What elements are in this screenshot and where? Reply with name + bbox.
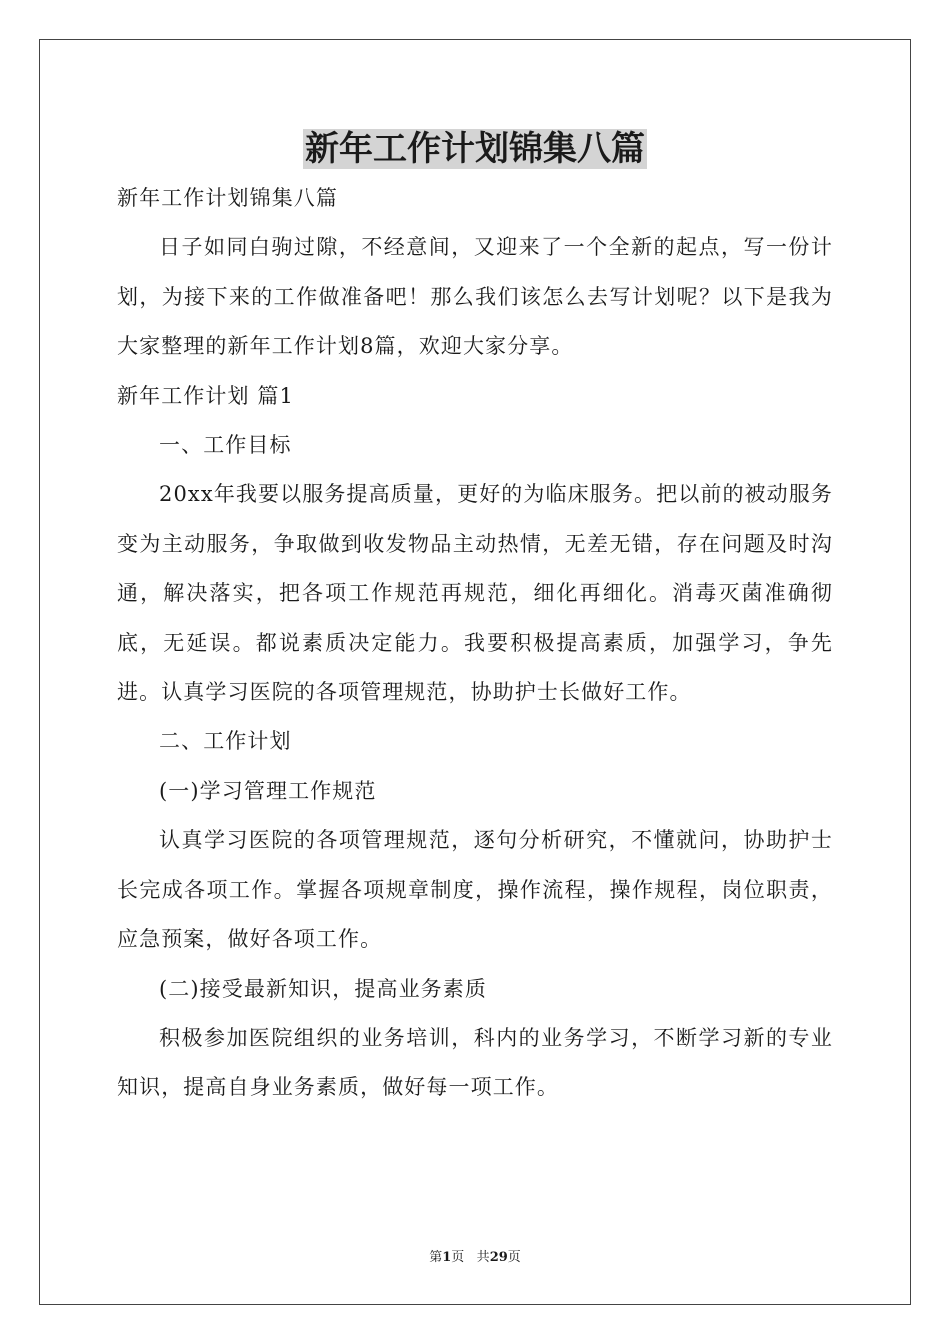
paragraph: 新年工作计划锦集八篇 — [117, 186, 338, 210]
total-prefix: 共 — [476, 1250, 490, 1265]
paragraph: 积极参加医院组织的业务培训，科内的业务学习，不断学习新的专业知识，提高自身业务素质，做好每一项工作。 — [117, 1025, 833, 1100]
paragraph: 二、工作计划 — [159, 729, 292, 754]
paragraph: 一、工作目标 — [159, 433, 292, 458]
paragraph: (一)学习管理工作规范 — [159, 778, 377, 803]
paragraph: 20xx年我要以服务提高质量，更好的为临床服务。把以前的被动服务变为主动服务，争取做到收发物品主动热情，无差无错，存在问题及时沟通，解决落实，把各项工作规范再规范，细化再细化。消毒灭菌准确彻底，无延误。都说素质决定能力。我要积极提高素质，加强学习，争先进。认真学习医院的各项管理规范，协助护士长做好工作。 — [117, 482, 833, 705]
total-suffix: 页 — [507, 1250, 521, 1265]
document-body — [117, 174, 833, 1113]
page-prefix: 第 — [429, 1250, 443, 1265]
page-footer — [0, 1248, 950, 1268]
paragraph: (二)接受最新知识，提高业务素质 — [159, 976, 487, 1001]
page-suffix: 页 — [451, 1250, 465, 1265]
total-pages: 29 — [489, 1250, 508, 1265]
paragraph: 认真学习医院的各项管理规范，逐句分析研究，不懂就问，协助护士长完成各项工作。掌握各项规章制度，操作流程，操作规程，岗位职责，应急预案，做好各项工作。 — [117, 828, 833, 952]
paragraph: 日子如同白驹过隙，不经意间，又迎来了一个全新的起点，写一份计划，为接下来的工作做准备吧！那么我们该怎么去写计划呢？以下是我为大家整理的新年工作计划8篇，欢迎大家分享。 — [117, 235, 833, 359]
page-number: 1 — [442, 1250, 452, 1265]
document-title: 新年工作计划锦集八篇 — [305, 129, 645, 169]
paragraph: 新年工作计划 篇1 — [117, 383, 294, 408]
